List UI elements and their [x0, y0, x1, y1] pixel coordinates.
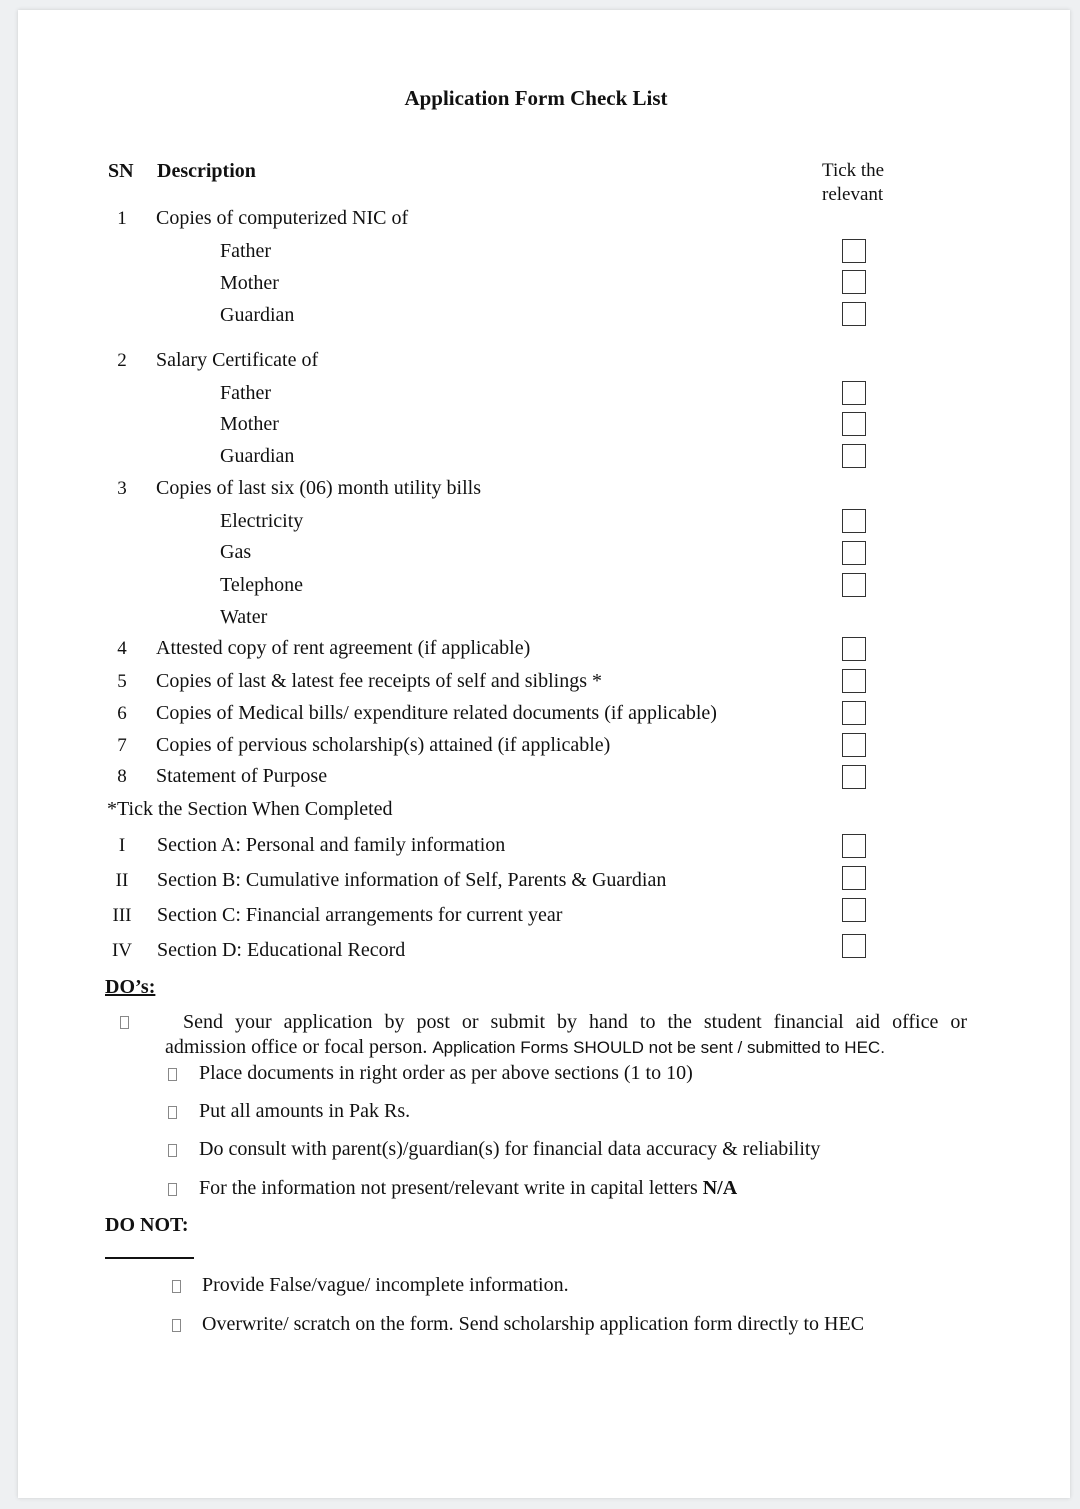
donot-heading: DO NOT:: [105, 1214, 189, 1236]
item-sub-label: Gas: [220, 541, 252, 563]
checkbox[interactable]: [842, 412, 866, 436]
checkbox[interactable]: [842, 573, 866, 597]
bullet-icon: [168, 1183, 177, 1196]
item-sub-label: Guardian: [220, 445, 295, 467]
item-sub-label: Father: [220, 240, 272, 262]
dos-item: Do consult with parent(s)/guardian(s) for financial data accuracy & reliability: [199, 1138, 821, 1160]
dos-last-bold: N/A: [702, 1177, 738, 1199]
checkbox[interactable]: [842, 509, 866, 533]
section-description: Section D: Educational Record: [157, 939, 406, 961]
item-description: Statement of Purpose: [156, 765, 328, 787]
section-sn: III: [112, 905, 132, 926]
checkbox[interactable]: [842, 541, 866, 565]
bullet-icon: [120, 1016, 129, 1029]
dos-item-last: [199, 1177, 737, 1200]
checkbox[interactable]: [842, 270, 866, 294]
checkbox[interactable]: [842, 834, 866, 858]
item-description: Copies of pervious scholarship(s) attained (if applicable): [156, 734, 611, 756]
section-sn: II: [115, 870, 129, 891]
section-description: Section B: Cumulative information of Self, Parents & Guardian: [157, 869, 667, 891]
item-sub-label: Mother: [220, 413, 279, 435]
item-sn: 8: [117, 766, 127, 787]
item-sn: 4: [117, 638, 127, 659]
item-sub-label: Guardian: [220, 304, 295, 326]
header-tick-line1: Tick the: [822, 160, 885, 181]
item-description: Copies of computerized NIC of: [156, 207, 409, 229]
item-sub-label: Water: [220, 606, 268, 628]
bullet-icon: [172, 1280, 181, 1293]
item-description: Copies of last six (06) month utility bills: [156, 477, 481, 499]
header-tick-line2: relevant: [822, 184, 884, 205]
dos-first-line2: [165, 1036, 885, 1059]
checkbox[interactable]: [842, 444, 866, 468]
checkbox[interactable]: [842, 866, 866, 890]
checkbox[interactable]: [842, 733, 866, 757]
checkbox[interactable]: [842, 239, 866, 263]
item-sn: 5: [117, 671, 127, 692]
bullet-icon: [168, 1106, 177, 1119]
dos-last-text: For the information not present/relevant write in capital letters: [199, 1177, 698, 1199]
checkbox[interactable]: [842, 637, 866, 661]
dos-heading: DO’s:: [105, 976, 156, 998]
item-sn: 1: [117, 208, 127, 229]
dos-first-line2-serif: admission office or focal person.: [165, 1036, 428, 1058]
donot-item: Overwrite/ scratch on the form. Send scholarship application form directly to HEC: [202, 1313, 865, 1335]
checkbox[interactable]: [842, 381, 866, 405]
bullet-icon: [172, 1319, 181, 1332]
item-sn: 3: [117, 478, 127, 499]
item-sn: 6: [117, 703, 127, 724]
item-sn: 7: [117, 735, 127, 756]
section-sn: I: [118, 835, 126, 856]
donot-item: Provide False/vague/ incomplete information.: [202, 1274, 569, 1296]
section-description: Section A: Personal and family information: [157, 834, 506, 856]
section-sn: IV: [111, 940, 133, 961]
bullet-icon: [168, 1144, 177, 1157]
bullet-icon: [168, 1068, 177, 1081]
checkbox[interactable]: [842, 669, 866, 693]
item-sub-label: Telephone: [220, 574, 304, 596]
checkbox[interactable]: [842, 898, 866, 922]
item-description: Copies of Medical bills/ expenditure related documents (if applicable): [156, 702, 717, 724]
dos-first-line2-sans: Application Forms SHOULD not be sent / submitted to HEC.: [432, 1038, 885, 1057]
item-sub-label: Father: [220, 382, 272, 404]
section-description: Section C: Financial arrangements for current year: [157, 904, 563, 926]
page-title: Application Form Check List: [404, 86, 668, 110]
divider: [105, 1257, 194, 1259]
dos-first-line: Send your application by post or submit by hand to the student financial aid office or: [183, 1011, 967, 1033]
dos-item: Put all amounts in Pak Rs.: [199, 1100, 411, 1122]
item-sn: 2: [117, 350, 127, 371]
header-description: Description: [157, 160, 256, 182]
item-description: Salary Certificate of: [156, 349, 319, 371]
header-sn: SN: [108, 160, 134, 182]
item-description: Attested copy of rent agreement (if applicable): [156, 637, 531, 659]
dos-item: Place documents in right order as per above sections (1 to 10): [199, 1062, 693, 1084]
checkbox[interactable]: [842, 302, 866, 326]
item-sub-label: Mother: [220, 272, 279, 294]
section-note: *Tick the Section When Completed: [107, 798, 393, 820]
item-sub-label: Electricity: [220, 510, 304, 532]
item-description: Copies of last & latest fee receipts of self and siblings *: [156, 670, 603, 692]
checkbox[interactable]: [842, 765, 866, 789]
checkbox[interactable]: [842, 934, 866, 958]
checkbox[interactable]: [842, 701, 866, 725]
